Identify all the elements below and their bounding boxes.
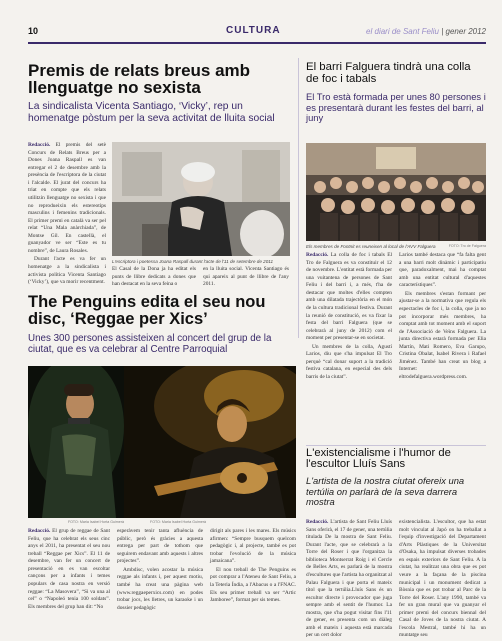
column-divider — [298, 58, 299, 338]
story2-subhead: El Tro està formada per unes 80 persones i es presentarà durant les festes del barri, al juny — [306, 91, 486, 124]
story2-text-b: Un membres de la colla, Agustí Larios, diu que s'ha impulsat El Tro perquè “cal donar suport a la tradició festiva catalana, en especial des dels barris de la ciutat”. — [306, 343, 392, 380]
story4-column-2 — [399, 519, 486, 641]
story3-photo-singer — [28, 366, 124, 518]
story4-byline: Redacció. — [306, 519, 329, 525]
story3-photo-credit-2: FOTO: Maria Isabel Horta Guimerà — [150, 520, 207, 524]
story2-photo-credit: FOTO: Tro de Falguera — [448, 244, 486, 248]
story1-text-b: Durant l'acte es va fer un homenatge a la sindicalista i activista política Vicenta Santiago (‘Vicky’), que va morir recentment. — [28, 256, 106, 286]
story3-photo-credit-1: FOTO: Maria Isabel Horta Guimerà — [67, 520, 124, 524]
story1-subhead: La sindicalista Vicenta Santiago, ‘Vicky’, rep un homenatge pòstum per la seva activitat de lluita social — [28, 101, 275, 124]
story2-photo-group — [306, 143, 486, 241]
story3-headline: The Penguins edita el seu nou disc, ‘Reggae per Xics’ — [28, 293, 266, 328]
story4-top-rule — [306, 445, 486, 446]
story2-text-c: Larios també destaca que “fa falta gent a una barri molt dinàmic i participatiu que, paradoxalment, mai ha comptat amb una entitat cultural d'aquestes característiques”. — [399, 252, 486, 289]
story4-column-1 — [306, 519, 392, 641]
story1-column-1 — [28, 142, 106, 288]
story2-caption: Els membres de Fontnit es reuneixen al local de l'AVV Falguera — [306, 244, 436, 249]
paper-name-date: el diari de Sant Feliu | gener 2012 — [366, 27, 486, 36]
page-number: 10 — [28, 26, 39, 36]
story3-column-1 — [28, 528, 110, 612]
paper-name: el diari de Sant Feliu — [366, 27, 439, 36]
story3-text-a: El grup de reggae de Sant Feliu, que ha celebrat els seus cinc anys el 2011, ha presentat el seu nou treball “Reggae per Xics”. El 11 de desembre, van fer un concert de presentació en es van escoltar cançons per a infants i temes populars de casa nostra en versió reggae: “La Masovera”, “Si va una al cel” o “Napoleó tenia 100 soldats”. Els membres del grup han dit: “No — [28, 528, 110, 610]
page-header — [28, 26, 486, 44]
story3-text-b: esperàvem tenir tanta afluència de públic, però és gràcies a aquesta entrega per part de tothom que seguirem endavant amb aquests i altres projectes”. — [117, 528, 203, 565]
story3-text-c: Ambdisc, volen acostar la música reggae als infants i, per aquest motiu, també ha creat una pàgina web (www.reggaeperxics.com) en podes trobar jocs, les lletres, un karaoke i un dossier pedagògic — [117, 566, 203, 611]
story2-column-1 — [306, 252, 392, 383]
story4-headline: L'existencialisme i l'humor de l'escultor Lluís Sans — [306, 447, 451, 471]
story3-column-2 — [117, 528, 203, 613]
story4-subhead: L'artista de la nostra ciutat ofereix una tertúlia on parlarà de la seva darrera mostra — [306, 475, 465, 508]
story3-byline: Redacció. — [28, 528, 51, 534]
story3-text-e: El nou treball de The Penguins es pot comprar a l'Ateneu de Sant Feliu, a la Teteria Índia, a l'Abacus o a l'FNAC. Els seu primer treball va ser “Artic Jamboree”, format per sis temes. — [210, 566, 296, 604]
story4-text-b: existencialista. L'escultor, que ha estat molt vinculat al Japó on ha treballat a l'equip d'investigació del Departament d'Arts Plàstiques de la Universitat d'Osaka, ha impulsat diverses trobades en espais exteriors de Sant Feliu. A la ciutat, ha realitzat una obra que es pot veure a la façana de la piscina municipal i un monument dedicat a Bòsnia que es pot trobar al Parc de la Torre del Roser. L'any 1990, també va fer un gran mural que va guanyar el primer premi del concurs biennal del Casal de Joves de la nostra ciutat. A l'escola Mestral, també hi ha un muntatge seu — [399, 519, 486, 639]
story1-column-2: El Casal de la Dona ja ha editat els punts de llibre dedicats a dones que han destacat en la seva feina o — [112, 266, 196, 288]
story1-text-a: El premis del setè Concurs de Relats Breus per a Dones Joana Raspall es van entregar el 2 de desembre amb la presència de l'escriptora de la ciutat i l'alcalde. El jurat del concurs ha triat en compte que els relats utilitzin llenguatge no sexista i que no reprodueixin els estereotips masculins i femenins tradicionals. El primer premi en català va ser pel relat “Una Mala anàrchiada”, de Montse Gil. En castellà, el guanyador ve ser “Este es tu nombre”, de Laura Rosales. — [28, 142, 106, 254]
story2-text-d: Els membres s'estan formant per ajustar-se a la normativa que regula els espectacles de foc i, la colla, que ja no pot incorporar més membres, ha comptat amb tot moment amb el suport de l'Associació de Veïns Falguera. La junta directiva estarà formada per Elia Martín, Mati Romero, Eva Garupo, Cristina Obalat, Isabel Rivera i Rafael Jiménez. També han creat un blog a Internet: eltrodefalguera.wordpress.com. — [399, 290, 486, 380]
story2-headline: El barri Falguera tindrà una colla de foc i tabals — [306, 61, 471, 85]
story3-text-d: dirigit als pares i les mares. Els músics afirmen: “Sempre busquem quelcom pedagògic i, al projecte, també es pot trobar l'evolució de la música jamaicana”. — [210, 528, 296, 565]
story2-text-a: La colla de foc i tabals El Tro de Falguera es va constituir el 12 de novembre. L'entitat està formada per una vuitantena de persones de Sant Feliu i del barri i, a més, t'ha de destacar que moltes d'elles compten amb una dilatada trajectòria en el món de la cultura tradicional festiva. Durant la reunió de constitució, es va fixar la festa del barri Falguera (que se celebrarà al juny de 2012) com el moment per presentar-se en societat. — [306, 252, 392, 342]
issue-date: gener 2012 — [445, 27, 486, 36]
story3-subhead: Unes 300 persones assisteixen al concert del grup de la ciutat, que es va celebrar al Centre Parroquial — [28, 333, 272, 355]
story4-text-a: L'artista de Sant Feliu Lluís Sans oferirà, el 17 de gener, una tertúlia titulada De la mostra de Sant Feliu. Durant l'acte, que se celebrarà a la Torre del Roser i que l'organitza la biblioteca Montserrat Roig i el Cercle de Belles Arts, es parlarà de la mostra d'escultures que l'artista ha organitzat al Palau Falguera i que porta el mateix títol que la tertúlia.Lluís Sans és un escultor directe i provocador que juga sempre amb el sentit de l'humor. La mostra, que s'ha pogut visitar fins l'11 de gener, es presenta com un diàleg amb el mateix i aquesta està marcada per un cert dolor — [306, 519, 392, 639]
story1-caption: L'escriptora i poetessa Joana Raspall durant l'acte de l'11 de setembre de 2011 — [112, 259, 274, 264]
section-title: CULTURA — [226, 25, 281, 36]
story3-photo-guitarist — [124, 366, 296, 518]
story1-headline: Premis de relats breus amb llenguatge no sexista — [28, 61, 251, 98]
story3-column-3 — [210, 528, 296, 606]
story2-column-2 — [399, 252, 486, 383]
story1-photo-joana-raspall — [112, 142, 290, 256]
story2-byline: Redacció. — [306, 252, 329, 258]
story1-byline: Redacció. — [28, 142, 51, 148]
story1-column-3: en la lluita social. Vicenta Santiago és qui apareix al punt de llibre de l'any 2011. — [203, 266, 289, 288]
